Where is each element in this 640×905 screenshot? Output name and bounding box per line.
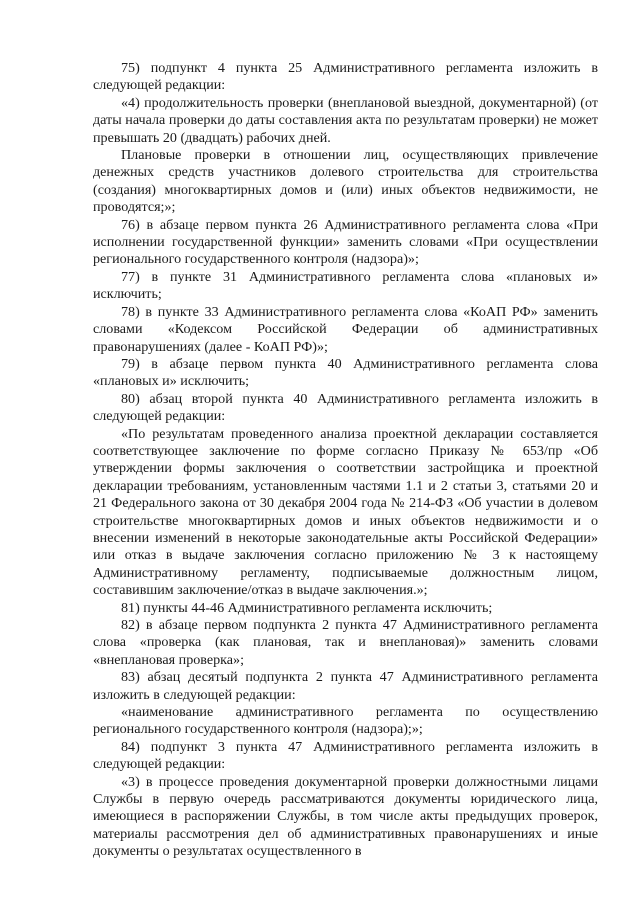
paragraph-78: 78) в пункте 33 Административного регламента слова «КоАП РФ» заменить словами «Кодексом Российской Федерации об административных правонарушениях (далее - КоАП РФ)»; — [93, 303, 598, 355]
paragraph-82: 82) в абзаце первом подпункта 2 пункта 47 Административного регламента слова «проверка (как плановая, так и внеплановая)» заменить словами «внеплановая проверка»; — [93, 617, 598, 668]
quoted-subclause-4: «4) продолжительность проверки (внеплановой выездной, документарной) (от даты начала проверки до даты составления акта по результатам проверки) не может превышать 20 (двадцать) рабочих дней. — [93, 94, 598, 146]
paragraph-80: 80) абзац второй пункта 40 Административного регламента изложить в следующей редакции: — [93, 390, 598, 425]
quoted-regulation-name: «наименование административного регламента по осуществлению регионального государственного контроля (надзора);»; — [93, 704, 598, 738]
document-body — [93, 60, 598, 861]
paragraph-79: 79) в абзаце первом пункта 40 Административного регламента слова «плановых и» исключить; — [93, 355, 598, 390]
quoted-subclause-3: «3) в процессе проведения документарной проверки должностными лицами Службы в первую очередь рассматриваются документы юридического лица, имеющиеся в распоряжении Службы, в том числе акты предыдущих проверок, материалы рассмотрения дел об административных правонарушениях и иные документы о результатах осуществленного в — [93, 773, 598, 860]
paragraph-75: 75) подпункт 4 пункта 25 Административного регламента изложить в следующей редакции: — [93, 60, 598, 94]
quoted-declaration-analysis: «По результатам проведенного анализа проектной декларации составляется соответствующее заключение по форме согласно Приказу № 653/пр «Об утверждении формы заключения о соответствии застройщика и проектной декларации требованиям, установленным частями 1.1 и 2 статьи 3, статьями 20 и 21 Федерального закона от 30 декабря 2004 года № 214-ФЗ «Об участии в долевом строительстве многоквартирных домов и иных объектов недвижимости и о внесении изменений в некоторые законодательные акты Российской Федерации» или отказ в выдаче заключения согласно приложению № 3 к настоящему Административному регламенту, подписываемые должностным лицом, составившим заключение/отказ в выдаче заключения.»; — [93, 425, 598, 599]
paragraph-planned-inspections: Плановые проверки в отношении лиц, осуществляющих привлечение денежных средств участников долевого строительства для строительства (создания) многоквартирных домов и (или) иных объектов недвижимости, не проводятся;»; — [93, 147, 598, 216]
paragraph-83: 83) абзац десятый подпункта 2 пункта 47 Административного регламента изложить в следующей редакции: — [93, 669, 598, 703]
paragraph-84: 84) подпункт 3 пункта 47 Административного регламента изложить в следующей редакции: — [93, 738, 598, 773]
paragraph-81: 81) пункты 44-46 Административного регламента исключить; — [121, 599, 493, 616]
paragraph-76: 76) в абзаце первом пункта 26 Административного регламента слова «При исполнении государственной функции» заменить словами «При осуществлении регионального государственного контроля (надзора)»; — [93, 216, 598, 268]
paragraph-77: 77) в пункте 31 Административного регламента слова «плановых и» исключить; — [93, 268, 598, 303]
